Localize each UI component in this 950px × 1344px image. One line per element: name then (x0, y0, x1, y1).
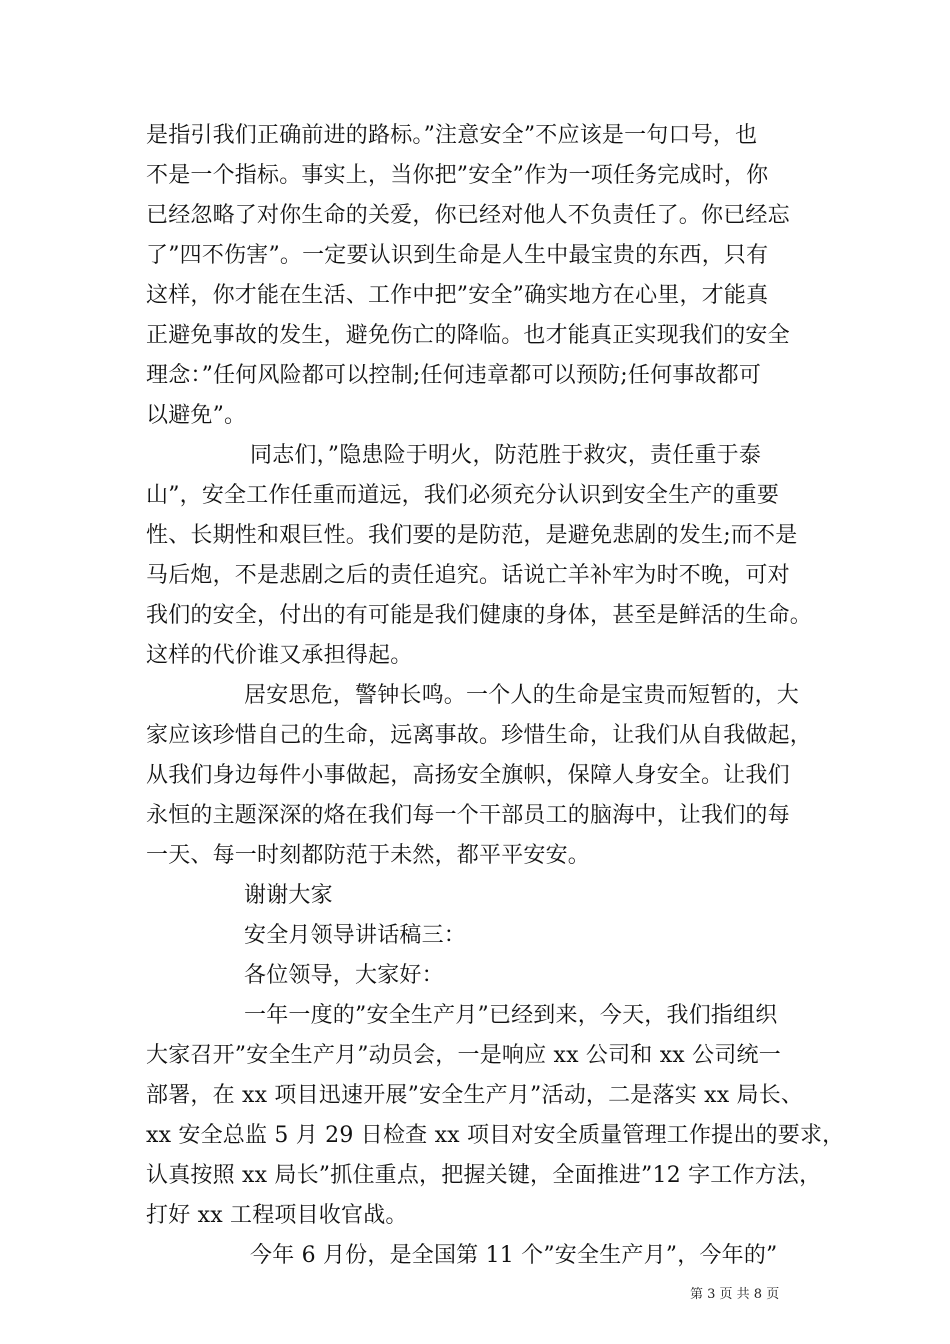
text-line: 性、长期性和艰巨性。我们要的是防范，是避免悲剧的发生;而不是 (146, 523, 798, 548)
text-line: 是指引我们正确前进的路标。”注意安全”不应该是一句口号，也 (146, 123, 758, 148)
text-line: 家应该珍惜自己的生命，远离事故。珍惜生命，让我们从自我做起， (146, 723, 813, 748)
section-heading: 安全月领导讲话稿三： (244, 923, 467, 948)
text-line: 山”，安全工作任重而道远，我们必须充分认识到安全生产的重要 (146, 483, 780, 508)
text-line: 认真按照 xx 局长”抓住重点，把握关键，全面推进”12 字工作方法， (146, 1163, 822, 1188)
text-line: 一天、每一时刻都防范于未然，都平平安安。 (146, 843, 591, 868)
text-line: xx 安全总监 5 月 29 日检查 xx 项目对安全质量管理工作提出的要求， (146, 1123, 845, 1148)
text-line: 不是一个指标。事实上，当你把”安全”作为一项任务完成时，你 (146, 163, 769, 188)
greeting-line: 各位领导，大家好： (244, 963, 444, 988)
paragraph-first-line: 今年 6 月份，是全国第 11 个”安全生产月”，今年的” (250, 1243, 778, 1268)
text-line: 正避免事故的发生，避免伤亡的降临。也才能真正实现我们的安全 (146, 323, 790, 348)
paragraph-first-line: 同志们，”隐患险于明火，防范胜于救灾，责任重于泰 (250, 443, 762, 468)
text-line: 大家召开”安全生产月”动员会，一是响应 xx 公司和 xx 公司统一 (146, 1043, 781, 1068)
paragraph-first-line: 一年一度的”安全生产月”已经到来，今天，我们指组织 (244, 1003, 778, 1028)
page-number: 第 3 页 共 8 页 (690, 1287, 780, 1302)
text-line: 理念：”任何风险都可以控制;任何违章都可以预防;任何事故都可 (146, 363, 762, 388)
text-line: 以避免”。 (146, 403, 247, 428)
text-line: 这样，你才能在生活、工作中把”安全”确实地方在心里，才能真 (146, 283, 769, 308)
text-line: 部署，在 xx 项目迅速开展”安全生产月”活动，二是落实 xx 局长、 (146, 1083, 804, 1108)
text-line: 这样的代价谁又承担得起。 (146, 643, 413, 668)
paragraph-first-line: 居安思危，警钟长鸣。一个人的生命是宝贵而短暂的，大 (244, 683, 800, 708)
text-line: 我们的安全，付出的有可能是我们健康的身体，甚至是鲜活的生命。 (146, 603, 813, 628)
text-line: 了”四不伤害”。一定要认识到生命是人生中最宝贵的东西，只有 (146, 243, 769, 268)
text-line: 永恒的主题深深的烙在我们每一个干部员工的脑海中，让我们的每 (146, 803, 790, 828)
text-line: 从我们身边每件小事做起，高扬安全旗帜，保障人身安全。让我们 (146, 763, 790, 788)
text-line: 打好 xx 工程项目收官战。 (146, 1203, 408, 1228)
closing-line: 谢谢大家 (244, 883, 333, 908)
text-line: 已经忽略了对你生命的关爱，你已经对他人不负责任了。你已经忘 (146, 203, 790, 228)
text-line: 马后炮，不是悲剧之后的责任追究。话说亡羊补牢为时不晚，可对 (146, 563, 790, 588)
